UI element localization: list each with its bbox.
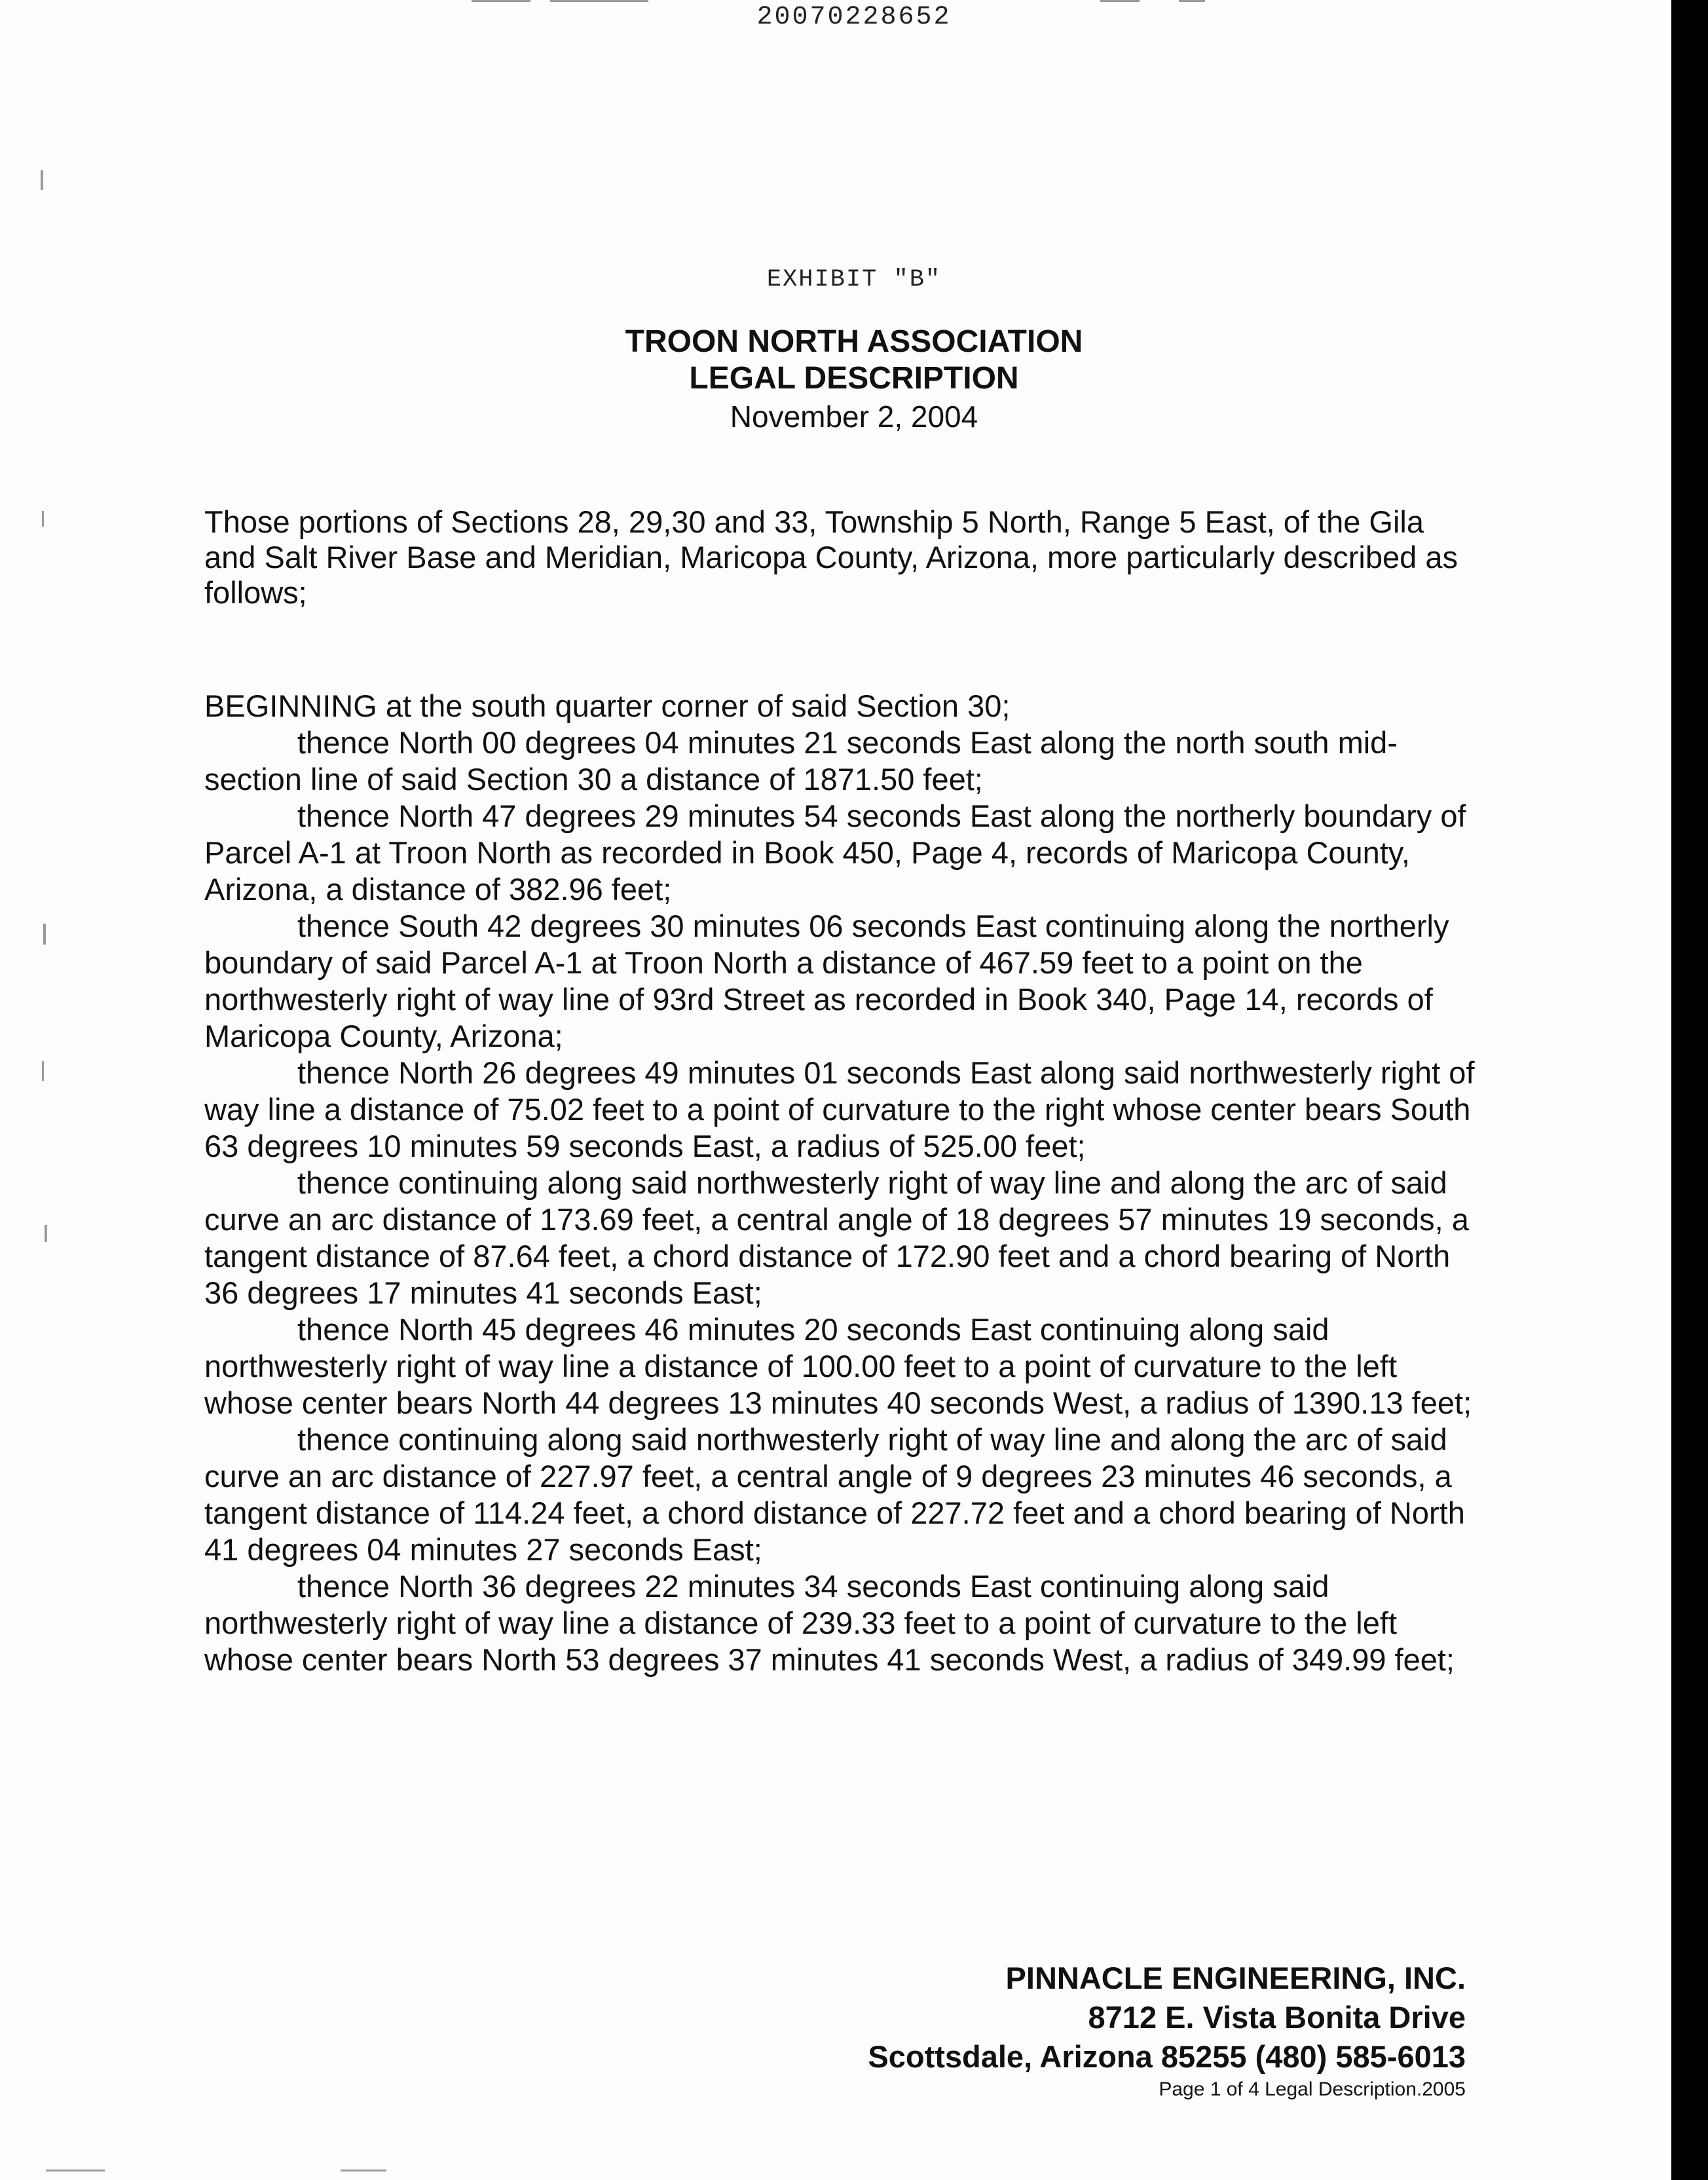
- scan-artifact: [41, 170, 43, 190]
- course-line: thence North 36 degrees 22 minutes 34 seconds East continuing along said northwesterly right of way line a distance of 239.33 feet to a point of curvature to the left whose center bears North 53 degrees 37 minutes 41 seconds West, a radius of 349.99 feet;: [204, 1569, 1455, 1677]
- scan-artifact: [1100, 0, 1140, 2]
- document-date: November 2, 2004: [730, 400, 978, 434]
- course-line: thence South 42 degrees 30 minutes 06 seconds East continuing along the northerly boundary of said Parcel A-1 at Troon North a distance of 467.59 feet to a point on the northwesterly right of way line of 93rd Street as recorded in Book 340, Page 14, records of Maricopa County, Arizona;: [204, 909, 1449, 1053]
- scan-artifact: [42, 511, 44, 527]
- legal-description-title: LEGAL DESCRIPTION: [689, 361, 1019, 396]
- recording-number: 20070228652: [756, 3, 952, 32]
- title-block: [0, 324, 1708, 436]
- engineer-city-phone: Scottsdale, Arizona 85255 (480) 585-6013: [868, 2039, 1466, 2074]
- page-footer: Page 1 of 4 Legal Description.2005: [1159, 2078, 1466, 2100]
- engineer-name: PINNACLE ENGINEERING, INC.: [1005, 1961, 1466, 1995]
- course-line: thence continuing along said northwesterly right of way line and along the arc of said curve an arc distance of 173.69 feet, a central angle of 18 degrees 57 minutes 19 seconds, a tangent distance of 87.64 feet, a chord distance of 172.90 feet and a chord bearing of North 36 degrees 17 minutes 41 seconds East;: [204, 1165, 1469, 1310]
- association-title: TROON NORTH ASSOCIATION: [625, 324, 1083, 359]
- scan-artifact: [550, 0, 648, 2]
- course-line: thence continuing along said northwesterly right of way line and along the arc of said curve an arc distance of 227.97 feet, a central angle of 9 degrees 23 minutes 46 seconds, a tangent distance of 114.24 feet, a chord distance of 227.72 feet and a chord bearing of North 41 degrees 04 minutes 27 seconds East;: [204, 1422, 1465, 1567]
- legal-description-body: [204, 688, 1481, 1678]
- scan-artifact: [1179, 0, 1205, 2]
- scan-artifact: [472, 0, 530, 2]
- point-of-beginning: BEGINNING at the south quarter corner of said Section 30;: [204, 688, 1011, 723]
- engineer-block: [868, 1959, 1466, 2077]
- exhibit-label: EXHIBIT "B": [766, 266, 942, 293]
- scan-artifact: [42, 1061, 44, 1081]
- scan-artifact: [46, 2170, 105, 2171]
- course-line: thence North 26 degrees 49 minutes 01 seconds East along said northwesterly right of way line a distance of 75.02 feet to a point of curvature to the right whose center bears South 63 degrees 10 minutes 59 seconds East, a radius of 525.00 feet;: [204, 1055, 1475, 1163]
- scan-artifact: [45, 1225, 47, 1242]
- intro-paragraph: Those portions of Sections 28, 29,30 and 33, Township 5 North, Range 5 East, of the Gila and Salt River Base and Meridian, Maricopa County, Arizona, more particularly described as follows;: [204, 504, 1458, 610]
- course-line: thence North 00 degrees 04 minutes 21 seconds East along the north south mid-section line of said Section 30 a distance of 1871.50 feet;: [204, 725, 1398, 797]
- course-line: thence North 45 degrees 46 minutes 20 seconds East continuing along said northwesterly right of way line a distance of 100.00 feet to a point of curvature to the left whose center bears North 44 degrees 13 minutes 40 seconds West, a radius of 1390.13 feet;: [204, 1312, 1472, 1420]
- engineer-address: 8712 E. Vista Bonita Drive: [1088, 2000, 1466, 2035]
- course-line: thence North 47 degrees 29 minutes 54 seconds East along the northerly boundary of Parcel A-1 at Troon North as recorded in Book 450, Page 4, records of Maricopa County, Arizona, a distance of 382.96 feet;: [204, 799, 1466, 907]
- scan-artifact: [341, 2170, 386, 2171]
- scan-artifact: [43, 924, 46, 945]
